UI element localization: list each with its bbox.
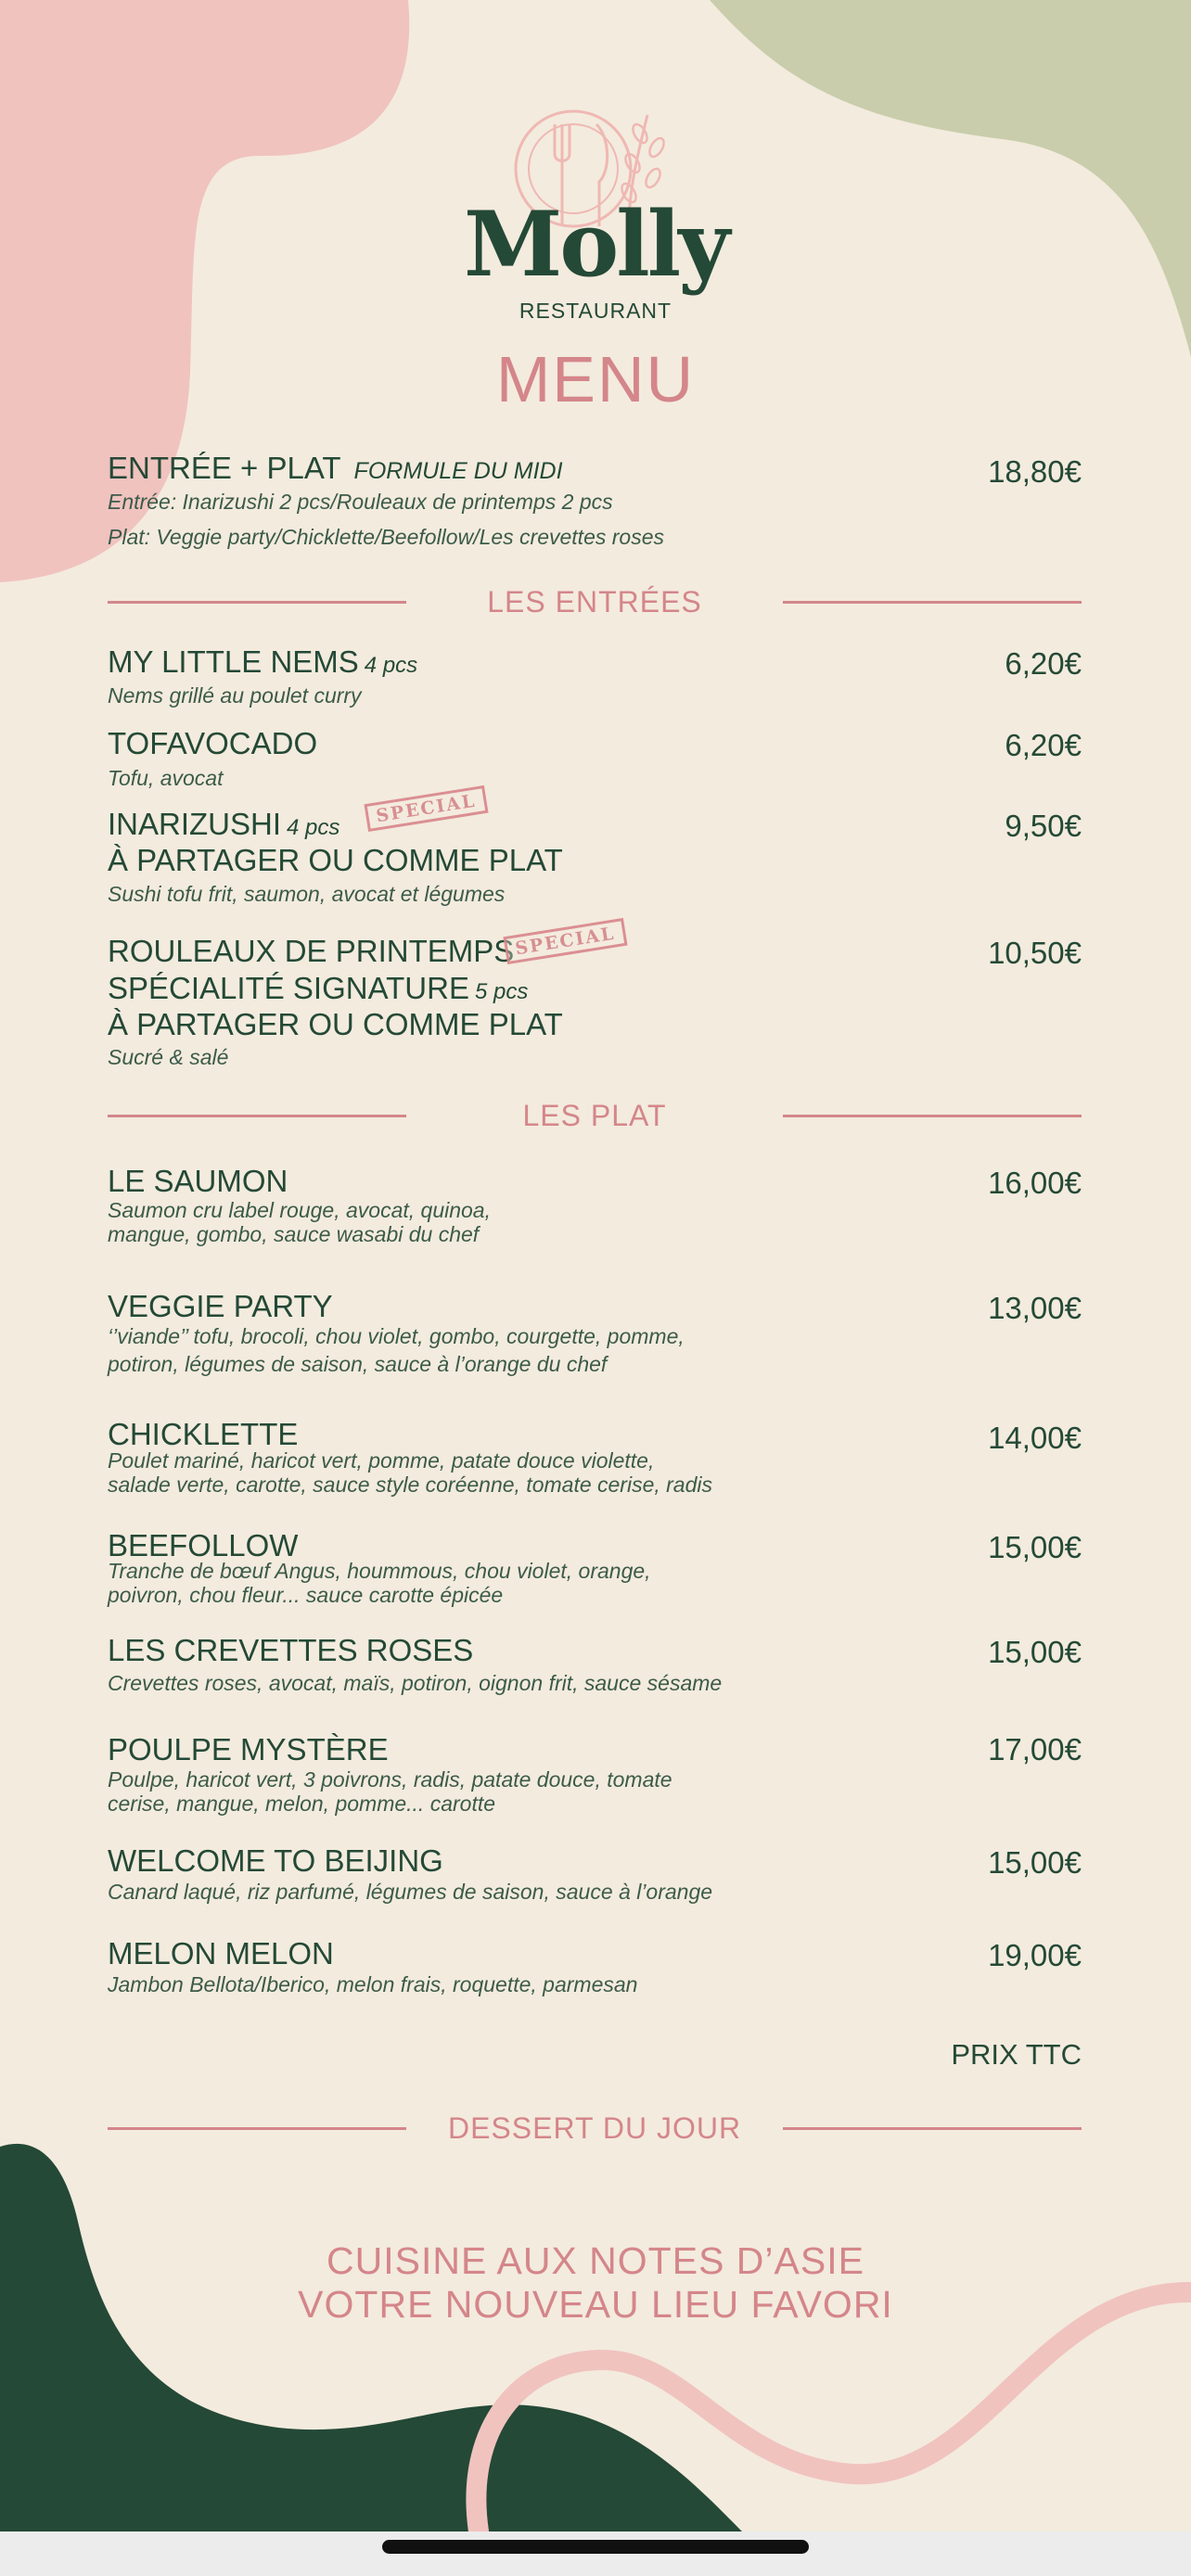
- entree-inarizushi-name: INARIZUSHI 4 pcs: [108, 807, 340, 841]
- plat-poulpe-name: POULPE MYSTÈRE: [108, 1732, 389, 1766]
- divider-line: [783, 1115, 1082, 1117]
- entree-rouleaux-price: 10,50€: [988, 936, 1082, 970]
- plat-melon-name: MELON MELON: [108, 1936, 334, 1970]
- plat-veggie-desc1: ‘’viande’’ tofu, brocoli, chou violet, gombo, courgette, pomme,: [108, 1324, 685, 1348]
- plat-saumon-price: 16,00€: [988, 1166, 1082, 1200]
- entree-rouleaux-name: ROULEAUX DE PRINTEMPS: [108, 934, 515, 968]
- plat-veggie-desc2: potiron, légumes de saison, sauce à l’orange du chef: [108, 1352, 608, 1376]
- divider-line: [783, 2127, 1082, 2130]
- entree-rouleaux-sub: SPÉCIALITÉ SIGNATURE 5 pcs: [108, 971, 529, 1005]
- plat-beefollow-desc2: poivron, chou fleur... sauce carotte épicée: [108, 1583, 504, 1607]
- plat-veggie-price: 13,00€: [988, 1291, 1082, 1325]
- section-dessert-header: [108, 2108, 1082, 2149]
- plat-beefollow-price: 15,00€: [988, 1530, 1082, 1564]
- brand-subtitle: RESTAURANT: [519, 299, 672, 323]
- divider-line: [783, 601, 1082, 604]
- entree-inarizushi-desc: Sushi tofu frit, saumon, avocat et légumes: [108, 882, 506, 906]
- home-indicator[interactable]: [382, 2540, 809, 2554]
- plat-melon-price: 19,00€: [988, 1938, 1082, 1972]
- formule-line2: Plat: Veggie party/Chicklette/Beefollow/Les crevettes roses: [108, 525, 664, 549]
- entree-tofavocado-name: TOFAVOCADO: [108, 726, 318, 760]
- brand-name: Molly: [463, 192, 727, 297]
- plat-beefollow-desc1: Tranche de bœuf Angus, hoummous, chou violet, orange,: [108, 1559, 651, 1583]
- plat-saumon-desc1: Saumon cru label rouge, avocat, quinoa,: [108, 1198, 491, 1222]
- section-entrees-title: LES ENTRÉES: [487, 584, 702, 618]
- menu-title: MENU: [495, 343, 696, 415]
- section-plats-header: [108, 1095, 1082, 1136]
- plat-saumon-desc2: mangue, gombo, sauce wasabi du chef: [108, 1222, 480, 1246]
- plat-chicklette-desc2: salade verte, carotte, sauce style coréenne, tomate cerise, radis: [108, 1473, 712, 1497]
- special-stamp: SPECIAL: [364, 785, 488, 832]
- plat-saumon-name: LE SAUMON: [108, 1164, 288, 1198]
- tagline-line2: VOTRE NOUVEAU LIEU FAVORI: [298, 2283, 893, 2326]
- formule-name: ENTRÉE + PLAT FORMULE DU MIDI: [108, 451, 563, 485]
- entree-inarizushi-sub: À PARTAGER OU COMME PLAT: [108, 843, 563, 877]
- formule-line1: Entrée: Inarizushi 2 pcs/Rouleaux de printemps 2 pcs: [108, 490, 613, 514]
- entree-rouleaux-desc: Sucré & salé: [108, 1045, 229, 1069]
- divider-line: [108, 2127, 406, 2130]
- formule-price: 18,80€: [988, 454, 1082, 489]
- special-stamp: SPECIAL: [503, 918, 627, 964]
- prix-ttc-note: PRIX TTC: [951, 2038, 1082, 2071]
- plat-beijing-desc1: Canard laqué, riz parfumé, légumes de saison, sauce à l’orange: [108, 1880, 713, 1904]
- plat-poulpe-desc2: cerise, mangue, melon, pomme... carotte: [108, 1792, 496, 1816]
- plat-beijing-name: WELCOME TO BEIJING: [108, 1843, 443, 1878]
- plat-crevettes-price: 15,00€: [988, 1635, 1082, 1669]
- entree-rouleaux-sub2: À PARTAGER OU COMME PLAT: [108, 1007, 563, 1041]
- plat-chicklette-price: 14,00€: [988, 1421, 1082, 1455]
- divider-line: [108, 1115, 406, 1117]
- entree-nems-desc: Nems grillé au poulet curry: [108, 683, 362, 708]
- section-dessert-title: DESSERT DU JOUR: [447, 2111, 742, 2145]
- section-entrees-header: [108, 581, 1082, 622]
- entree-tofavocado-desc: Tofu, avocat: [108, 766, 224, 790]
- divider-line: [108, 601, 406, 604]
- plat-crevettes-name: LES CREVETTES ROSES: [108, 1633, 474, 1667]
- entree-nems-price: 6,20€: [1005, 646, 1082, 681]
- plat-poulpe-desc1: Poulpe, haricot vert, 3 poivrons, radis, patate douce, tomate: [108, 1767, 672, 1792]
- entree-inarizushi-price: 9,50€: [1005, 809, 1082, 843]
- formule-tag: FORMULE DU MIDI: [353, 458, 563, 484]
- plat-melon-desc1: Jambon Bellota/Iberico, melon frais, roquette, parmesan: [108, 1972, 638, 1996]
- plat-beefollow-name: BEEFOLLOW: [108, 1528, 299, 1562]
- plat-chicklette-name: CHICKLETTE: [108, 1417, 299, 1451]
- entree-tofavocado-price: 6,20€: [1005, 728, 1082, 762]
- plat-crevettes-desc1: Crevettes roses, avocat, maïs, potiron, oignon frit, sauce sésame: [108, 1671, 723, 1695]
- plat-beijing-price: 15,00€: [988, 1845, 1082, 1880]
- plat-chicklette-desc1: Poulet mariné, haricot vert, pomme, patate douce violette,: [108, 1448, 655, 1473]
- plat-poulpe-price: 17,00€: [988, 1732, 1082, 1766]
- entree-nems-name: MY LITTLE NEMS 4 pcs: [108, 644, 418, 679]
- plat-veggie-name: VEGGIE PARTY: [108, 1289, 333, 1323]
- section-plats-title: LES PLAT: [522, 1098, 667, 1132]
- tagline-line1: CUISINE AUX NOTES D’ASIE: [327, 2239, 864, 2282]
